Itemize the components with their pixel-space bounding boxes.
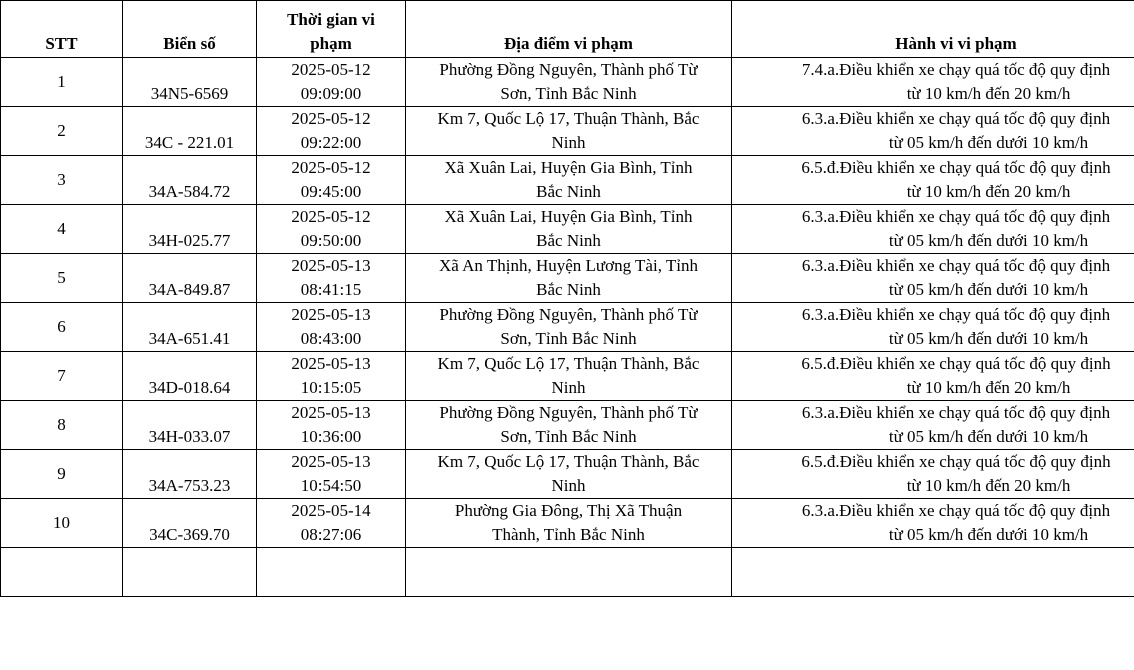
- cell-plate[interactable]: [123, 254, 257, 303]
- cell-stt[interactable]: [1, 58, 123, 107]
- place-line2: Ninh: [551, 133, 586, 152]
- cell-stt[interactable]: [1, 499, 123, 548]
- cell-place[interactable]: [406, 156, 732, 205]
- place-line2: Sơn, Tỉnh Bắc Ninh: [500, 427, 637, 446]
- act-line1: 7.4.a.Điều khiển xe chạy quá tốc độ quy định: [801, 60, 1111, 79]
- date-value: 2025-05-13: [291, 305, 371, 324]
- stt-value: 7: [57, 366, 66, 385]
- cell-plate[interactable]: [123, 107, 257, 156]
- cell-time[interactable]: [257, 58, 406, 107]
- cell-time[interactable]: [257, 254, 406, 303]
- plate-value: 34A-584.72: [148, 182, 231, 201]
- act-line2: từ 05 km/h đến dưới 10 km/h: [888, 329, 1089, 348]
- cell-time[interactable]: [257, 450, 406, 499]
- act-line2: từ 05 km/h đến dưới 10 km/h: [888, 231, 1089, 250]
- time-value: 09:45:00: [300, 182, 362, 201]
- table-row: [1, 401, 1134, 450]
- plate-value: 34C - 221.01: [144, 133, 235, 152]
- cell-act[interactable]: [732, 205, 1134, 254]
- cell-stt[interactable]: [1, 205, 123, 254]
- place-line2: Ninh: [551, 476, 586, 495]
- act-line2: từ 05 km/h đến dưới 10 km/h: [888, 133, 1089, 152]
- empty-cell[interactable]: [406, 548, 732, 597]
- cell-stt[interactable]: [1, 450, 123, 499]
- place-line1: Phường Gia Đông, Thị Xã Thuận: [454, 501, 683, 520]
- cell-act[interactable]: [732, 499, 1134, 548]
- table-row: [1, 499, 1134, 548]
- date-value: 2025-05-12: [291, 109, 371, 128]
- cell-place[interactable]: [406, 205, 732, 254]
- act-line1: 6.5.đ.Điều khiển xe chạy quá tốc độ quy định: [801, 452, 1111, 471]
- cell-plate[interactable]: [123, 450, 257, 499]
- date-value: 2025-05-12: [291, 60, 371, 79]
- header-stt-label: STT: [45, 34, 78, 53]
- act-line1: 6.3.a.Điều khiển xe chạy quá tốc độ quy định: [801, 109, 1111, 128]
- place-line1: Phường Đồng Nguyên, Thành phố Từ: [439, 305, 698, 324]
- cell-act[interactable]: [732, 107, 1134, 156]
- date-value: 2025-05-13: [291, 403, 371, 422]
- header-plate[interactable]: [123, 1, 257, 58]
- time-value: 10:36:00: [300, 427, 362, 446]
- cell-place[interactable]: [406, 450, 732, 499]
- cell-stt[interactable]: [1, 352, 123, 401]
- act-line2: từ 10 km/h đến 20 km/h: [906, 378, 1071, 397]
- header-time-label-line1: Thời gian vi: [287, 10, 375, 29]
- table-body: [1, 58, 1134, 597]
- act-line2: từ 05 km/h đến dưới 10 km/h: [888, 280, 1089, 299]
- act-line1: 6.5.đ.Điều khiển xe chạy quá tốc độ quy định: [801, 158, 1111, 177]
- table-row: [1, 107, 1134, 156]
- cell-place[interactable]: [406, 303, 732, 352]
- empty-cell[interactable]: [732, 548, 1134, 597]
- cell-time[interactable]: [257, 401, 406, 450]
- table-row: [1, 450, 1134, 499]
- table-row: [1, 156, 1134, 205]
- cell-stt[interactable]: [1, 303, 123, 352]
- act-line1: 6.3.a.Điều khiển xe chạy quá tốc độ quy định: [801, 501, 1111, 520]
- cell-place[interactable]: [406, 499, 732, 548]
- cell-act[interactable]: [732, 450, 1134, 499]
- act-line1: 6.5.đ.Điều khiển xe chạy quá tốc độ quy định: [801, 354, 1111, 373]
- stt-value: 3: [57, 170, 66, 189]
- cell-time[interactable]: [257, 205, 406, 254]
- act-line2: từ 05 km/h đến dưới 10 km/h: [888, 525, 1089, 544]
- cell-plate[interactable]: [123, 401, 257, 450]
- cell-time[interactable]: [257, 352, 406, 401]
- stt-value: 9: [57, 464, 66, 483]
- date-value: 2025-05-14: [291, 501, 371, 520]
- act-line2: từ 10 km/h đến 20 km/h: [906, 84, 1071, 103]
- place-line1: Xã Xuân Lai, Huyện Gia Bình, Tỉnh: [444, 158, 693, 177]
- stt-value: 1: [57, 72, 66, 91]
- act-line1: 6.3.a.Điều khiển xe chạy quá tốc độ quy định: [801, 403, 1111, 422]
- stt-value: 4: [57, 219, 66, 238]
- time-value: 09:22:00: [300, 133, 362, 152]
- cell-time[interactable]: [257, 499, 406, 548]
- table-row: [1, 205, 1134, 254]
- place-line1: Km 7, Quốc Lộ 17, Thuận Thành, Bắc: [437, 354, 700, 373]
- cell-stt[interactable]: [1, 156, 123, 205]
- place-line1: Phường Đồng Nguyên, Thành phố Từ: [439, 60, 698, 79]
- header-time-label-line2: phạm: [310, 34, 352, 53]
- place-line2: Sơn, Tỉnh Bắc Ninh: [500, 329, 637, 348]
- date-value: 2025-05-13: [291, 452, 371, 471]
- cell-plate[interactable]: [123, 205, 257, 254]
- time-value: 08:27:06: [300, 525, 362, 544]
- date-value: 2025-05-13: [291, 256, 371, 275]
- act-line2: từ 10 km/h đến 20 km/h: [906, 182, 1071, 201]
- date-value: 2025-05-13: [291, 354, 371, 373]
- cell-place[interactable]: [406, 107, 732, 156]
- date-value: 2025-05-12: [291, 158, 371, 177]
- table-row: [1, 254, 1134, 303]
- place-line2: Ninh: [551, 378, 586, 397]
- plate-value: 34A-849.87: [148, 280, 231, 299]
- cell-place[interactable]: [406, 401, 732, 450]
- place-line2: Bắc Ninh: [536, 182, 601, 201]
- place-line2: Bắc Ninh: [536, 280, 601, 299]
- place-line1: Phường Đồng Nguyên, Thành phố Từ: [439, 403, 698, 422]
- header-time[interactable]: [257, 1, 406, 58]
- act-line1: 6.3.a.Điều khiển xe chạy quá tốc độ quy định: [801, 305, 1111, 324]
- cell-act[interactable]: [732, 156, 1134, 205]
- table-row: [1, 58, 1134, 107]
- place-line2: Sơn, Tỉnh Bắc Ninh: [500, 84, 637, 103]
- place-line1: Km 7, Quốc Lộ 17, Thuận Thành, Bắc: [437, 452, 700, 471]
- cell-place[interactable]: [406, 254, 732, 303]
- stt-value: 8: [57, 415, 66, 434]
- header-act[interactable]: [732, 1, 1134, 58]
- plate-value: 34D-018.64: [148, 378, 231, 397]
- plate-value: 34N5-6569: [150, 84, 229, 103]
- cell-act[interactable]: [732, 303, 1134, 352]
- time-value: 09:09:00: [300, 84, 362, 103]
- plate-value: 34A-651.41: [148, 329, 231, 348]
- header-plate-label: Biển số: [163, 34, 216, 53]
- cell-plate[interactable]: [123, 58, 257, 107]
- place-line1: Xã Xuân Lai, Huyện Gia Bình, Tỉnh: [444, 207, 693, 226]
- plate-value: 34C-369.70: [149, 525, 230, 544]
- time-value: 09:50:00: [300, 231, 362, 250]
- empty-cell[interactable]: [123, 548, 257, 597]
- plate-value: 34A-753.23: [148, 476, 231, 495]
- act-line2: từ 10 km/h đến 20 km/h: [906, 476, 1071, 495]
- header-act-label: Hành vi vi phạm: [895, 34, 1017, 53]
- cell-time[interactable]: [257, 303, 406, 352]
- time-value: 10:15:05: [300, 378, 362, 397]
- time-value: 10:54:50: [300, 476, 362, 495]
- stt-value: 10: [53, 513, 70, 532]
- stt-value: 6: [57, 317, 66, 336]
- cell-act[interactable]: [732, 352, 1134, 401]
- cell-act[interactable]: [732, 254, 1134, 303]
- header-row: [1, 1, 1134, 58]
- place-line2: Thành, Tỉnh Bắc Ninh: [492, 525, 645, 544]
- date-value: 2025-05-12: [291, 207, 371, 226]
- act-line1: 6.3.a.Điều khiển xe chạy quá tốc độ quy định: [801, 207, 1111, 226]
- time-value: 08:41:15: [300, 280, 362, 299]
- table-row-partial: [1, 548, 1134, 597]
- cell-time[interactable]: [257, 107, 406, 156]
- place-line2: Bắc Ninh: [536, 231, 601, 250]
- cell-plate[interactable]: [123, 156, 257, 205]
- cell-time[interactable]: [257, 156, 406, 205]
- header-place-label: Địa điểm vi phạm: [504, 34, 633, 53]
- table-header: [1, 1, 1134, 58]
- cell-stt[interactable]: [1, 254, 123, 303]
- empty-cell[interactable]: [257, 548, 406, 597]
- act-line2: từ 05 km/h đến dưới 10 km/h: [888, 427, 1089, 446]
- cell-act[interactable]: [732, 58, 1134, 107]
- header-stt[interactable]: [1, 1, 123, 58]
- time-value: 08:43:00: [300, 329, 362, 348]
- stt-value: 2: [57, 121, 66, 140]
- place-line1: Xã An Thịnh, Huyện Lương Tài, Tỉnh: [438, 256, 699, 275]
- cell-plate[interactable]: [123, 303, 257, 352]
- header-place[interactable]: [406, 1, 732, 58]
- stt-value: 5: [57, 268, 66, 287]
- act-line1: 6.3.a.Điều khiển xe chạy quá tốc độ quy định: [801, 256, 1111, 275]
- empty-cell[interactable]: [1, 548, 123, 597]
- cell-stt[interactable]: [1, 401, 123, 450]
- cell-plate[interactable]: [123, 352, 257, 401]
- cell-act[interactable]: [732, 401, 1134, 450]
- cell-plate[interactable]: [123, 499, 257, 548]
- table-row: [1, 303, 1134, 352]
- cell-place[interactable]: [406, 352, 732, 401]
- cell-stt[interactable]: [1, 107, 123, 156]
- plate-value: 34H-033.07: [148, 427, 231, 446]
- table-row: [1, 352, 1134, 401]
- cell-place[interactable]: [406, 58, 732, 107]
- place-line1: Km 7, Quốc Lộ 17, Thuận Thành, Bắc: [437, 109, 700, 128]
- plate-value: 34H-025.77: [148, 231, 231, 250]
